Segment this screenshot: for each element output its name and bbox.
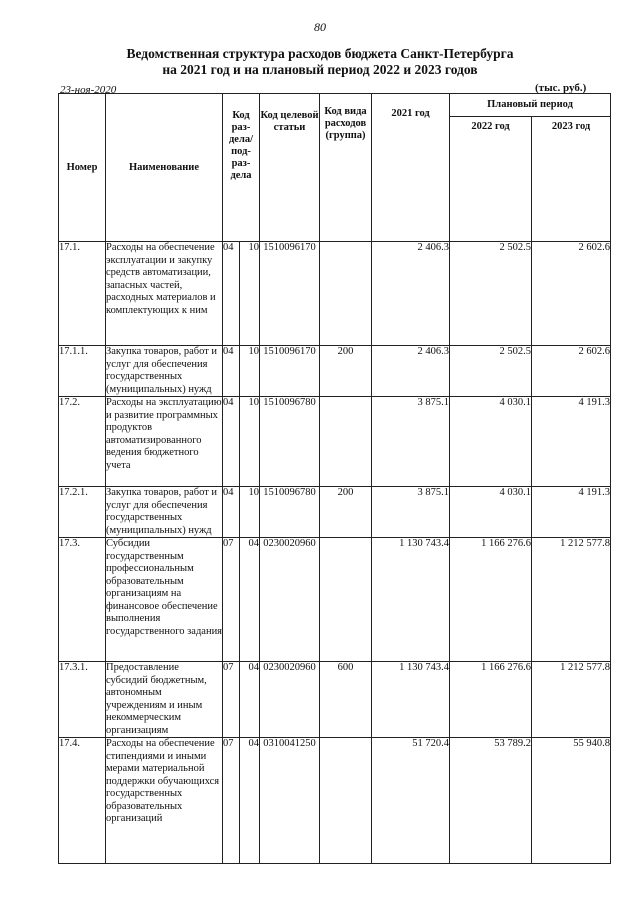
table-row [59,397,611,487]
row-name: Предоставление субсидий бюджетным, автономным учреждениям и иным некоммерческим организациям [106,662,223,738]
row-section-code: 07 [223,538,240,662]
row-amount-2023: 4 191.3 [532,397,611,487]
row-number: 17.1. [59,242,106,346]
row-number: 17.2. [59,397,106,487]
row-number: 17.4. [59,738,106,864]
row-target-code: 1510096780 [260,487,320,538]
row-amount-2021: 3 875.1 [372,487,450,538]
row-name: Закупка товаров, работ и услуг для обеспечения государственных (муниципальных) нужд [106,346,223,397]
row-expense-type-code: 600 [320,662,372,738]
row-expense-type-code [320,397,372,487]
row-subsection-code: 04 [240,538,260,662]
row-expense-type-code [320,738,372,864]
row-subsection-code: 04 [240,662,260,738]
row-amount-2022: 1 166 276.6 [450,662,532,738]
table-row [59,538,611,662]
header-2021: 2021 год [372,94,450,242]
row-subsection-code: 04 [240,738,260,864]
row-name: Субсидии государственным профессиональным образовательным организациям на финансовое обеспечение выполнения государственного задания [106,538,223,662]
title-line-1: Ведомственная структура расходов бюджета Санкт-Петербурга [126,46,514,61]
row-section-code: 04 [223,397,240,487]
row-target-code: 1510096780 [260,397,320,487]
row-amount-2022: 4 030.1 [450,397,532,487]
row-amount-2023: 2 602.6 [532,346,611,397]
title-line-2: на 2021 год и на плановый период 2022 и 2023 годов [162,62,478,77]
header-2022: 2022 год [450,117,532,242]
row-expense-type-code: 200 [320,487,372,538]
header-2023: 2023 год [532,117,611,242]
row-amount-2022: 1 166 276.6 [450,538,532,662]
row-section-code: 07 [223,662,240,738]
header-number: Номер [59,94,106,242]
row-amount-2023: 1 212 577.8 [532,538,611,662]
row-name: Расходы на обеспечение эксплуатации и закупку средств автоматизации, запасных частей, расходных материалов и комплектующих к ним [106,242,223,346]
row-section-code: 04 [223,487,240,538]
row-subsection-code: 10 [240,346,260,397]
budget-table [58,93,611,864]
row-target-code: 1510096170 [260,346,320,397]
row-section-code: 04 [223,242,240,346]
row-amount-2021: 2 406.3 [372,242,450,346]
row-section-code: 04 [223,346,240,397]
row-amount-2023: 2 602.6 [532,242,611,346]
page-number: 80 [314,20,326,34]
row-expense-type-code: 200 [320,346,372,397]
row-amount-2021: 51 720.4 [372,738,450,864]
row-target-code: 0310041250 [260,738,320,864]
row-number: 17.3.1. [59,662,106,738]
table-row [59,346,611,397]
row-subsection-code: 10 [240,487,260,538]
row-amount-2022: 2 502.5 [450,346,532,397]
header-section-code: Код раз-дела/ под-раз-дела [223,94,260,242]
row-target-code: 0230020960 [260,538,320,662]
row-subsection-code: 10 [240,397,260,487]
row-expense-type-code [320,242,372,346]
row-amount-2021: 1 130 743.4 [372,538,450,662]
header-planned-period: Плановый период [450,94,611,117]
row-name: Закупка товаров, работ и услуг для обеспечения государственных (муниципальных) нужд [106,487,223,538]
row-amount-2022: 2 502.5 [450,242,532,346]
header-name: Наименование [106,94,223,242]
header-target-code: Код целевой статьи [260,94,320,242]
row-number: 17.2.1. [59,487,106,538]
row-section-code: 07 [223,738,240,864]
document-date: 23-ноя-2020 [60,84,117,96]
row-target-code: 1510096170 [260,242,320,346]
header-expense-type-code: Код вида расходов (группа) [320,94,372,242]
row-amount-2021: 1 130 743.4 [372,662,450,738]
row-number: 17.3. [59,538,106,662]
row-amount-2021: 2 406.3 [372,346,450,397]
row-expense-type-code [320,538,372,662]
row-number: 17.1.1. [59,346,106,397]
row-name: Расходы на обеспечение стипендиями и иными мерами материальной поддержки обучающихся государственных образовательных организаций [106,738,223,864]
units-label: (тыс. руб.) [535,82,587,94]
table-row [59,662,611,738]
row-amount-2023: 4 191.3 [532,487,611,538]
row-amount-2021: 3 875.1 [372,397,450,487]
row-amount-2022: 4 030.1 [450,487,532,538]
row-subsection-code: 10 [240,242,260,346]
row-name: Расходы на эксплуатацию и развитие программных продуктов автоматизированного ведения бюджетного учета [106,397,223,487]
row-target-code: 0230020960 [260,662,320,738]
row-amount-2023: 55 940.8 [532,738,611,864]
table-row [59,487,611,538]
table-row [59,738,611,864]
row-amount-2022: 53 789.2 [450,738,532,864]
row-amount-2023: 1 212 577.8 [532,662,611,738]
table-row [59,242,611,346]
document-title [60,46,580,78]
